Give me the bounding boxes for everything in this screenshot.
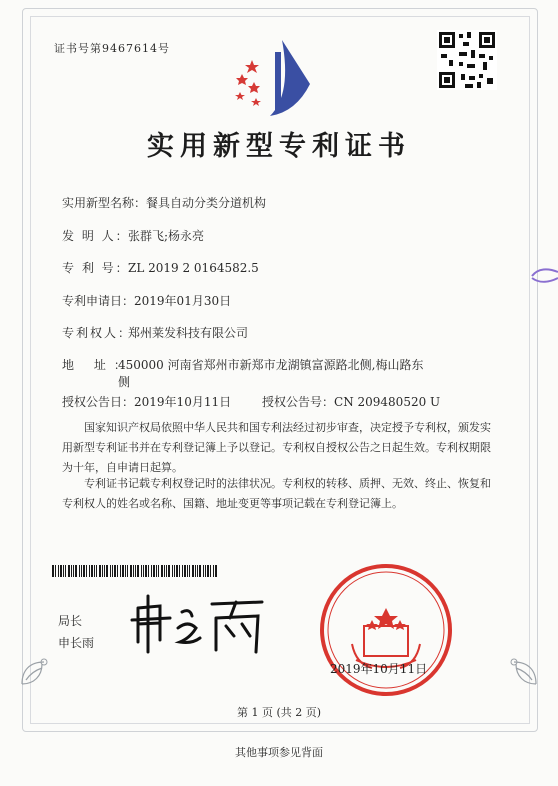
field-label: 专利申请日： <box>62 294 135 308</box>
cnipa-logo-icon <box>226 32 326 124</box>
statement-paragraph-2: 专利证书记载专利权登记时的法律状况。专利权的转移、质押、无效、终止、恢复和专利权人的姓名或名称、国籍、地址变更等事项记载在专利登记簿上。 <box>62 477 491 510</box>
paper-clip <box>530 262 558 288</box>
field-filing-date <box>62 292 231 309</box>
barcode-icon <box>52 565 220 577</box>
field-label: 地 址： <box>62 358 134 372</box>
field-value: CN 209480520 U <box>334 395 441 409</box>
field-grant-number <box>262 393 440 410</box>
qr-code-icon <box>437 30 497 90</box>
director-name: 申长雨 <box>58 636 95 650</box>
field-value: 2019年01月30日 <box>134 294 232 308</box>
director-signature <box>130 590 270 660</box>
field-utility-model-name <box>62 194 266 211</box>
field-patentee <box>62 324 248 341</box>
field-label: 实用新型名称： <box>62 196 147 210</box>
corner-ornament-bottom-left <box>16 640 64 688</box>
statement-paragraph-1: 国家知识产权局依照中华人民共和国专利法经过初步审查，决定授予专利权，颁发实用新型专利证书并在专利登记簿上予以登记。专利权自授权公告之日起生效。专利权期限为十年，自申请日起算。 <box>62 421 491 474</box>
seal-date: 2019年10月11日 <box>330 662 428 676</box>
back-note: 其他事项参见背面 <box>235 746 323 759</box>
field-address-continued: 侧 <box>118 375 131 389</box>
field-patent-number <box>62 259 259 276</box>
field-value: 张群飞;杨永亮 <box>128 229 205 243</box>
field-label: 授权公告号： <box>262 395 335 409</box>
certificate-number: 证书号第9467614号 <box>54 42 170 55</box>
corner-ornament-bottom-right <box>494 640 542 688</box>
field-value: 餐具自动分类分道机构 <box>146 196 267 210</box>
field-label: 专利权人： <box>62 326 133 340</box>
field-label: 发 明 人： <box>62 229 130 243</box>
certificate-title: 实用新型专利证书 <box>147 131 411 162</box>
field-value: 郑州莱发科技有限公司 <box>128 326 249 340</box>
field-value: 450000 河南省郑州市新郑市龙湖镇富源路北侧,梅山路东 <box>118 358 424 372</box>
field-grant-date <box>62 393 231 410</box>
field-value: ZL 2019 2 0164582.5 <box>128 261 259 275</box>
field-address <box>62 356 423 373</box>
field-label: 专 利 号： <box>62 261 130 275</box>
field-value: 2019年10月11日 <box>134 395 232 409</box>
field-inventor <box>62 227 204 244</box>
director-title: 局长 <box>58 614 83 628</box>
page-indicator: 第 1 页 (共 2 页) <box>236 706 322 719</box>
field-label: 授权公告日： <box>62 395 135 409</box>
official-seal-icon <box>316 560 456 700</box>
